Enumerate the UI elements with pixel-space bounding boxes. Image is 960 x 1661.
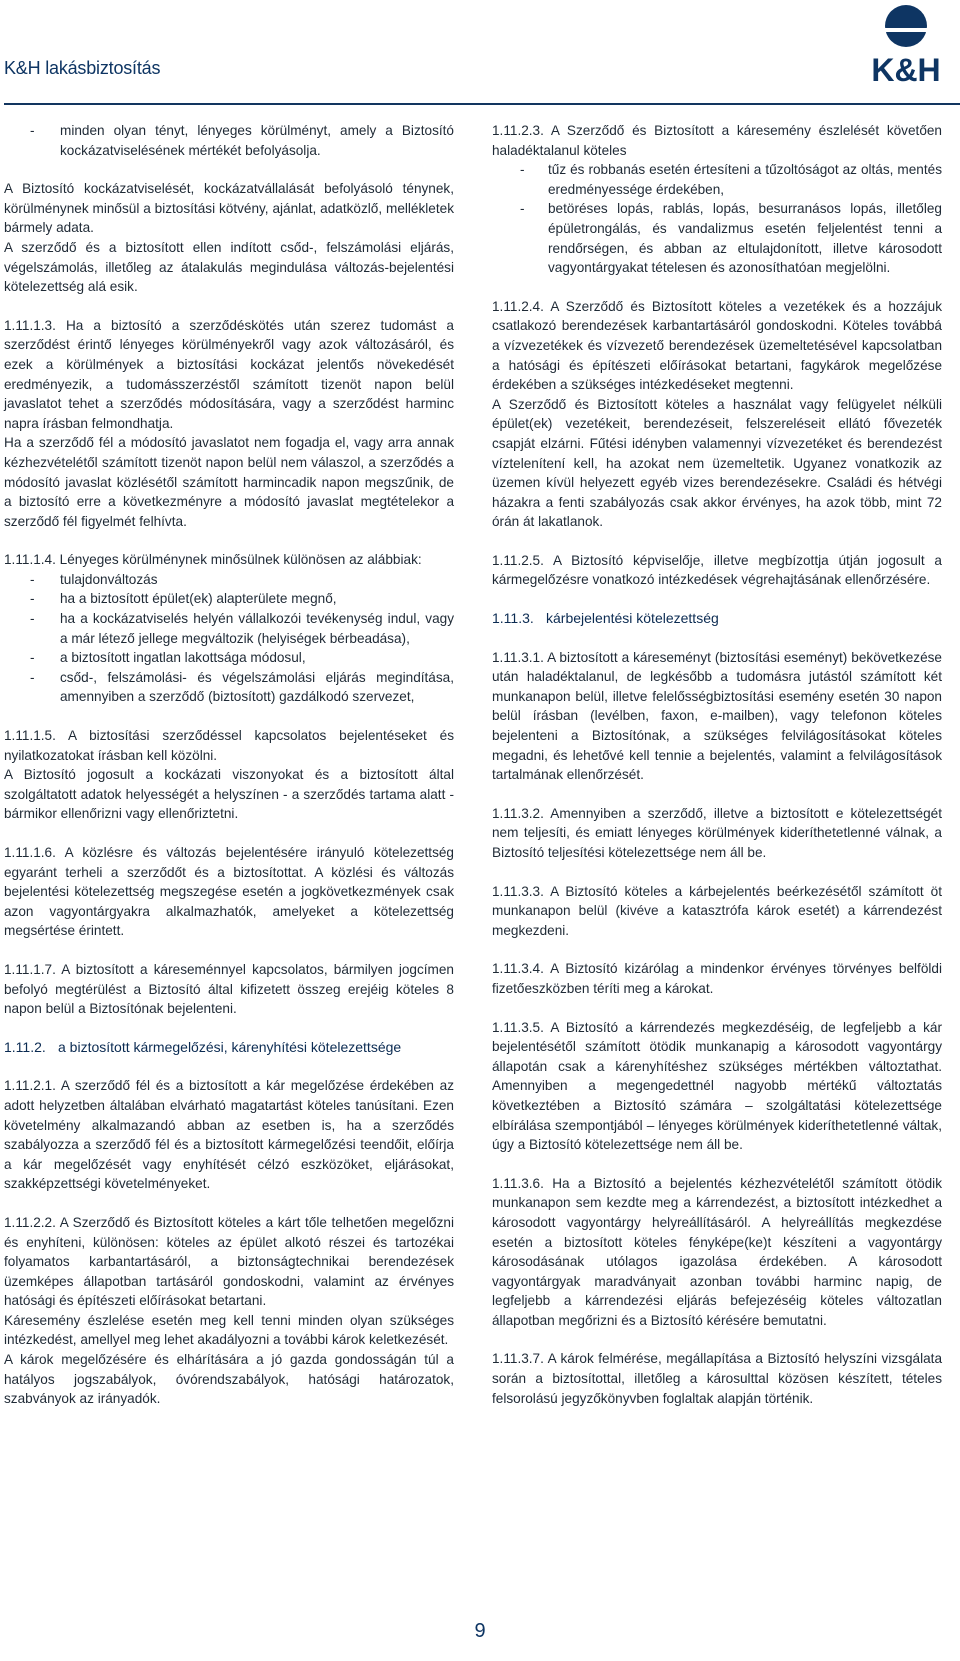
bullet-item <box>4 668 454 707</box>
bullet-text: tulajdonváltozás <box>60 571 158 587</box>
document-title: K&H lakásbiztosítás <box>4 58 161 78</box>
bullet-item <box>4 121 454 160</box>
dash-marker: - <box>520 201 525 217</box>
paragraph: 1.11.1.7. A biztosított a káreseménnyel kapcsolatos, bármilyen jogcímen befolyó megtérülést a Biztosító által kifizetett összeg erejéig köteles 8 napon belül a Biztosítónak bejelenteni. <box>4 961 454 1017</box>
section-number: 1.11.2. <box>4 1038 46 1055</box>
paragraph: 1.11.2.4. A Szerződő és Biztosított köteles a vezetékek és a hozzájuk csatlakozó berendezések karbantartásáról gondoskodni. Köteles továbbá a vízvezetékek és vízvezető berendezések üzemeltetésével kapcsolatban a hatósági és építészeti előírásokat betartani, fagykárok megelőzése érdekében a szükséges intézkedéseket megtenni. <box>492 298 942 393</box>
paragraph: 1.11.2.1. A szerződő fél és a biztosított a kár megelőzése érdekében az adott helyzetben általában elvárható magatartást köteles tanúsítani. Ezen követelmény alkalmazandó abban az esetben is, ha a szerződés szabályozza a szerződő fél és a biztosított kármegelőzési teendőit, előírja a kár megelőzését vagy enyhítését célzó eszközöket, eljárásokat, szakképzettségi követelményeket. <box>4 1078 454 1192</box>
paragraph: 1.11.3.1. A biztosított a káreseményt (biztosítási eseményt) bekövetkezése után haladéktalanul, de legkésőbb a tudomásra jutástól számított két munkanapon belül, illetve felelősségbiztosítási esemény esetén 30 napon belül írásban (levélben, faxon, e-mailben), vagy telefonon köteles bejelenteni a Biztosítónak, a szükséges felvilágosításokat köteles megadni, és lehetővé kell tennie a bejelentés, valamint a felvilágosítások tartalmának ellenőrzését. <box>492 649 942 783</box>
paragraph: 1.11.3.2. Amennyiben a szerződő, illetve a biztosított e kötelezettségét nem teljesíti, és emiatt lényeges körülmények kideríthetetlenné válnak, a Biztosító teljesítési kötelezettsége nem áll be. <box>492 805 942 860</box>
dash-marker: - <box>30 123 35 138</box>
paragraph: A Biztosító jogosult a kockázati viszonyokat és a biztosított által szolgáltatott adatok helyességét a helyszínen - a szerződés tartama alatt - bármikor ellenőrizni vagy ellenőriztetni. <box>4 767 454 822</box>
dash-marker: - <box>30 591 35 607</box>
dash-marker: - <box>30 669 35 685</box>
dash-marker: - <box>30 650 35 666</box>
left-column <box>4 121 454 1409</box>
paragraph: A Szerződő és Biztosított köteles a használat vagy felügyelet nélküli épület(ek) vezetékeit, berendezéseit, felszereléseit ellátó fővezeték csapját elzárni. Fűtési idényben valamennyi vízvezetéket és berendezést víztelenítení kell, ha azokat nem üzemeltetik. Ugyanez vonatkozik az üzemen kívül helyezett egyéb vizes berendezésekre. Családi és hétvégi házakra a fenti szabályozás csak akkor érvényes, ha azok több, mint 72 órán át lakatlanok. <box>492 396 942 530</box>
paragraph: 1.11.3.4. A Biztosító kizárólag a mindenkor érvényes törvényes belföldi fizetőeszközben téríti meg a károkat. <box>492 961 942 996</box>
section-number: 1.11.3. <box>492 610 534 627</box>
svg-text:K&H: K&H <box>871 52 941 87</box>
bullet-text: a biztosított ingatlan lakottsága módosul, <box>60 650 306 666</box>
paragraph: Ha a szerződő fél a módosító javaslatot nem fogadja el, vagy arra annak kézhezvételétől számított tizenöt napon belül nem válaszol, a szerződés a módosító javaslat közlésétől számított harmincadik napon megszűnik, de a biztosító erre a következményre a módosító javaslat megtételekor a szerződő fél figyelmét felhívta. <box>4 435 454 529</box>
section-heading <box>492 609 942 629</box>
page-number: 9 <box>474 1620 486 1642</box>
dash-marker: - <box>30 571 35 587</box>
bullet-text: betöréses lopás, rablás, lopás, besurranásos lopás, illetőleg épületrongálás, és vandalizmus esetén feljelentést tenni a rendőrségen, és abban az eltulajdonított, illetve károsodott vagyontárgyakat tételesen és azonosíthatóan megjelölni. <box>548 201 942 276</box>
paragraph: 1.11.3.7. A károk felmérése, megállapítása a Biztosító helyszíni vizsgálata során a biztosítottal, illetőleg a károsulttal közösen készített, tételes felsorolású jegyzőkönyvben foglaltak alapján történik. <box>492 1351 942 1406</box>
section-heading <box>4 1038 454 1058</box>
bullet-item <box>4 570 454 590</box>
paragraph: 1.11.3.3. A Biztosító köteles a kárbejelentés beérkezésétől számított öt munkanapon belül (kivéve a katasztrófa károk esetét) a kárrendezést megkezdeni. <box>492 883 942 938</box>
paragraph: 1.11.1.3. Ha a biztosító a szerződéskötés után szerez tudomást a szerződést érintő lényeges körülményekről vagy azok változásáról, és ezek a körülmények a biztosítási kockázat jelentős növekedését eredményezik, a tudomásszerzéstől számított tizenöt napon belül javaslatot tehet a szerződés módosítására, vagy a szerződést harminc napra írásban felmondhatja. <box>4 317 454 431</box>
right-column <box>492 121 942 1408</box>
section-title: kárbejelentési kötelezettség <box>546 610 719 627</box>
paragraph: 1.11.2.3. A Szerződő és Biztosított a káresemény észlelését követően haladéktalanul köteles <box>492 123 942 158</box>
bullet-item <box>4 589 454 609</box>
paragraph: 1.11.1.5. A biztosítási szerződéssel kapcsolatos bejelentéseket és nyilatkozatokat írásban kell közölni. <box>4 728 454 763</box>
bullet-item <box>4 609 454 648</box>
dash-marker: - <box>30 611 35 627</box>
bullet-item <box>4 648 454 668</box>
paragraph: 1.11.2.2. A Szerződő és Biztosított köteles a kárt tőle telhetően megelőzni és enyhíteni, különösen: köteles az épület alkotó részei és tartozékai folyamatos karbantartásáról, a biztonságtechnikai berendezések üzemképes állapotban tartásáról gondoskodni, valamint az érvényes hatósági és építészeti előírásokat betartani. <box>4 1214 454 1309</box>
section-title: a biztosított kármegelőzési, kárenyhítési kötelezettsége <box>58 1038 402 1055</box>
paragraph: 1.11.2.5. A Biztosító képviselője, illetve megbízottja útján jogosult a kármegelőzésre vonatkozó intézkedések végrehajtásának ellenőrzésére. <box>492 552 942 588</box>
paragraph: A Biztosító kockázatviselését, kockázatvállalását befolyásoló ténynek, körülménynek minősül a biztosítási kötvény, ajánlat, adatközlő, mellékletek bármely adata. <box>4 181 454 236</box>
paragraph: 1.11.1.6. A közlésre és változás bejelentésére irányuló kötelezettség egyaránt terheli a szerződőt és a biztosítottat. A közlési és változás bejelentési kötelezettség megszegése esetén a jogkövetkezmények csak azon vagyontárgyakra alkalmazhatók, amelyeket a kötelezettség megsértése érintett. <box>4 845 454 939</box>
paragraph: A károk megelőzésére és elhárítására a jó gazda gondosságán túl a hatályos jogszabályok, óvórendszabályok, hatósági határozatok, szabványok az irányadók. <box>4 1352 454 1407</box>
bullet-item <box>492 199 942 277</box>
paragraph: A szerződő és a biztosított ellen indított csőd-, felszámolási eljárás, végelszámolás, illetőleg az átalakulás megindulása változás-bejelentési kötelezettség alá esik. <box>4 239 454 295</box>
header-divider <box>4 103 960 105</box>
paragraph: 1.11.1.4. Lényeges körülménynek minősülnek különösen az alábbiak: <box>4 552 422 568</box>
bullet-text: ha a biztosított épület(ek) alapterülete megnő, <box>60 591 337 607</box>
paragraph: Káresemény észlelése esetén meg kell tenni minden olyan szükséges intézkedést, amellyel meg lehet akadályozni a további károk keletkezését. <box>4 1312 454 1348</box>
paragraph: 1.11.3.6. Ha a Biztosító a bejelentés kézhezvételétől számított ötödik munkanapon sem kezdte meg a kárrendezést, a biztosított intézkedhet a károsodott vagyontárgy helyreállításáról. A helyreállítás megkezdése esetén a biztosított köteles fényképe(ke)t készíteni a vagyontárgy károsodásának utólagos igazolása érdekében. A károsodott vagyontárgyak maradványait azonban további harminc napig, de legfeljebb a kárrendezési eljárás befejezéséig köteles változatlan állapotban megőrizni és a Biztosító kérésére bemutatni. <box>492 1175 942 1328</box>
dash-marker: - <box>520 162 525 178</box>
kh-logo <box>851 3 960 87</box>
bullet-text: minden olyan tényt, lényeges körülményt, amely a Biztosító kockázatviselésének mértékét befolyásolja. <box>60 123 454 158</box>
bullet-text: csőd-, felszámolási- és végelszámolási eljárás megindítása, amennyiben a szerződő (biztosított) gazdálkodó szervezet, <box>60 669 454 705</box>
bullet-item <box>492 160 942 199</box>
paragraph: 1.11.3.5. A Biztosító a kárrendezés megkezdéséig, de legfeljebb a kár bejelentésétől számított ötödik munkanapig a károsodott vagyontárgy állapotán csak a kárenyhítéshez szükséges mértékben változtathat. Amennyiben a megengedettnél nagyobb mértékű változtatás következtében a Biztosító számára – szolgáltatási kötelezettsége elbírálása szempontjából – lényeges körülmények kideríthetetlenné váltak, úgy a Biztosító kötelezettsége nem áll be. <box>492 1019 942 1153</box>
bullet-text: ha a kockázatviselés helyén vállalkozói tevékenység indul, vagy a már létező jellege megváltozik (helyiségek bérbeadása), <box>60 611 454 646</box>
bullet-text: tűz és robbanás esetén értesíteni a tűzoltóságot az oltás, mentés eredményessége érdekében, <box>548 162 942 197</box>
